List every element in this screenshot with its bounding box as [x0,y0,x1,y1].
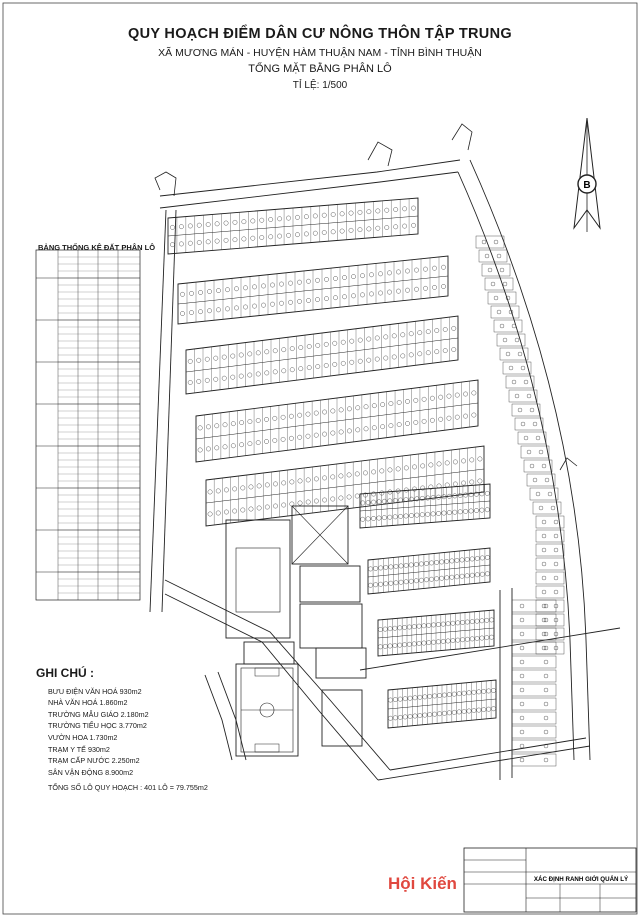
notes-title: GHI CHÚ : [36,666,94,680]
lot-block [168,198,418,254]
culture-house-block [300,604,362,648]
bottom-road [360,588,620,780]
lot-block [196,380,478,462]
lot-block [360,484,490,528]
svg-text:B: B [583,180,591,191]
lot-block [388,680,496,728]
watermark-text: Hội Kiến [388,874,457,893]
perimeter-road [150,124,590,760]
note-item: TRƯỜNG MẪU GIÁO 2.180m2 [48,709,149,719]
note-item: SÂN VẬN ĐỘNG 8.900m2 [48,767,134,777]
lot-block [378,610,494,656]
note-item: TRƯỜNG TIỂU HỌC 3.770m2 [48,721,147,731]
flower-garden-block [316,648,366,678]
post-office-block [244,642,294,664]
drawing-title-block [464,848,636,912]
note-item: BƯU ĐIỆN VĂN HOÁ 930m2 [48,686,142,696]
note-total: TỔNG SỐ LÔ QUY HOẠCH : 401 LÔ = 79.755m2 [48,783,208,793]
lot-block [206,446,484,526]
stats-table [36,250,140,600]
note-item: NHÀ VĂN HOÁ 1.860m2 [48,698,128,708]
note-item: TRẠM Y TẾ 930m2 [48,744,110,754]
title-block-main-text: XÁC ĐỊNH RANH GIỚI QUẢN LÝ [533,876,629,883]
stats-table-title: BẢNG THỐNG KÊ ĐẤT PHÂN LÔ [38,243,156,252]
health-station-block [300,566,360,602]
map-subtitle-plan: TỔNG MẶT BẰNG PHÂN LÔ [248,63,392,75]
note-item: TRẠM CẤP NƯỚC 2.250m2 [48,756,140,766]
map-subtitle-location: XÃ MƯƠNG MÁN - HUYỆN HÀM THUẬN NAM - TỈNH BÌNH THUẬN [158,47,482,59]
note-item: VƯỜN HOA 1.730m2 [48,732,118,742]
primary-school-block [226,520,290,638]
lot-block [186,316,458,394]
lot-block [178,256,448,324]
public-facilities [226,506,366,756]
residential-lots [168,198,564,766]
north-arrow-icon [574,118,600,232]
map-title: QUY HOẠCH ĐIỂM DÂN CƯ NÔNG THÔN TẬP TRUNG [128,26,512,42]
notes-section [36,666,208,794]
map-scale: TỈ LỆ: 1/500 [292,80,348,91]
lot-block [368,548,490,594]
